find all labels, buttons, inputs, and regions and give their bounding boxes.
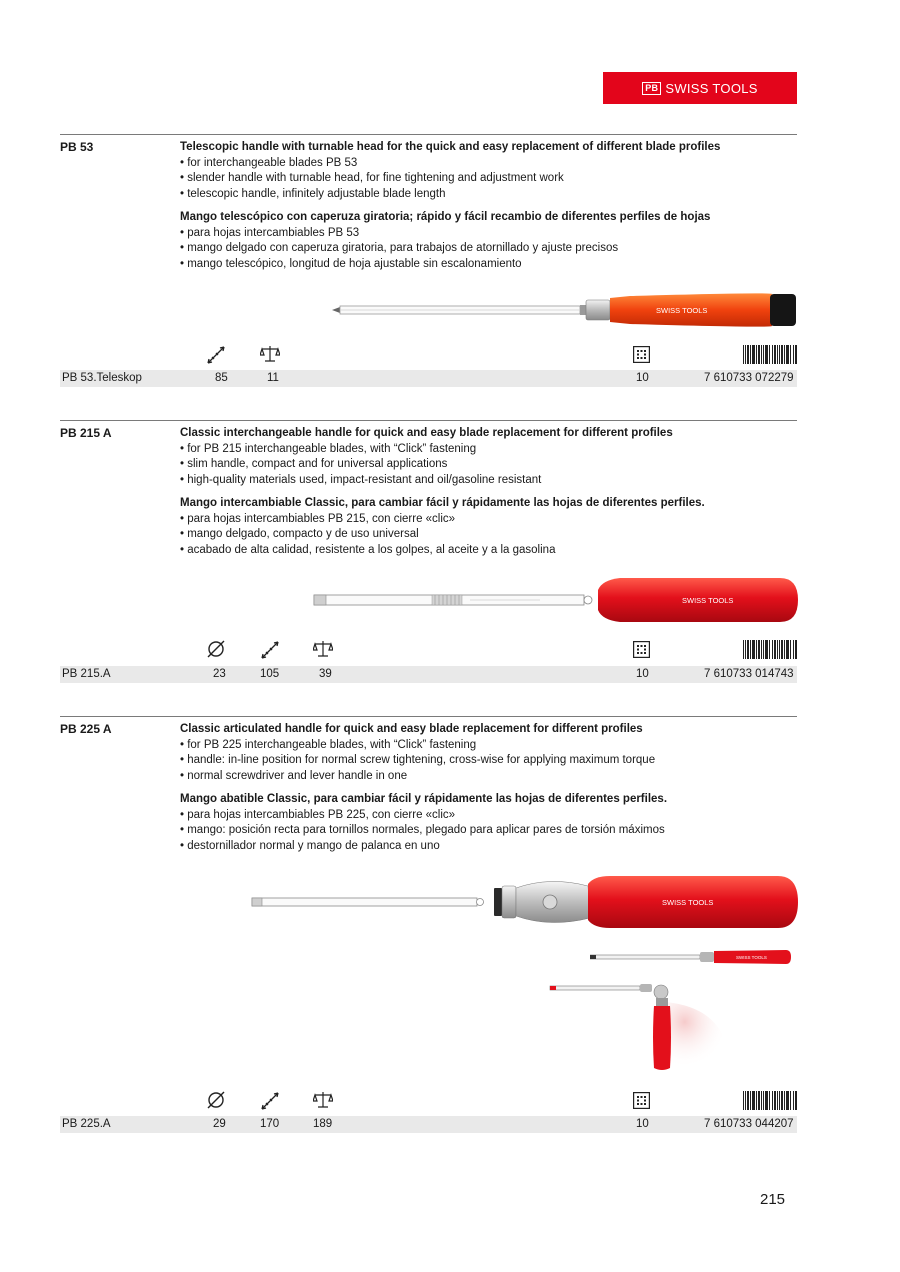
- interchangeable-screwdriver-image: [310, 576, 800, 624]
- diameter-value: 23: [213, 668, 226, 680]
- english-bullet: • high-quality materials used, impact-resistant and oil/gasoline resistant: [180, 473, 542, 486]
- diameter-icon: [206, 639, 226, 659]
- english-title: Classic interchangeable handle for quick and easy blade replacement for different profiles: [180, 427, 673, 439]
- article-number: PB 225.A: [62, 1118, 111, 1130]
- brand-logo: [603, 72, 797, 104]
- pack-quantity: 10: [636, 1118, 649, 1130]
- inline-position-image: [590, 946, 792, 968]
- svg-text:SWISS TOOLS: SWISS TOOLS: [736, 955, 767, 960]
- article-row: [60, 1116, 797, 1133]
- product-code: PB 225 A: [60, 722, 112, 736]
- spec-icons-row: [60, 638, 797, 662]
- weight-value: 39: [319, 668, 332, 680]
- weight-scale-icon: [260, 344, 280, 364]
- weight-scale-icon: [313, 639, 333, 659]
- english-bullet: • normal screwdriver and lever handle in one: [180, 769, 408, 782]
- spanish-bullet: • para hojas intercambiables PB 53: [180, 226, 360, 239]
- english-bullet: • handle: in-line position for normal screw tightening, cross-wise for applying maximum torque: [180, 754, 656, 766]
- tool-brand-print: SWISS TOOLS: [656, 306, 708, 315]
- diameter-icon: [206, 1090, 226, 1110]
- spanish-bullet: • mango: posición recta para tornillos normales, plegado para aplicar pares de torsión máximos: [180, 824, 665, 836]
- product-description: [180, 426, 797, 558]
- section-divider: [60, 134, 797, 135]
- logo-text: SWISS TOOLS: [665, 80, 758, 96]
- length-value: 85: [215, 372, 228, 384]
- package-quantity-icon: [633, 641, 650, 658]
- english-bullet: • slim handle, compact and for universal applications: [180, 458, 448, 470]
- english-bullet: • for PB 215 interchangeable blades, with “Click” fastening: [180, 442, 477, 455]
- tool-brand-print: SWISS TOOLS: [662, 898, 714, 907]
- crosswise-position-image: [548, 978, 748, 1078]
- length-value: 105: [260, 668, 280, 680]
- product-description: [180, 722, 797, 854]
- diameter-value: 29: [213, 1118, 226, 1130]
- package-quantity-icon: [633, 1092, 650, 1109]
- english-bullet: • for PB 225 interchangeable blades, with “Click” fastening: [180, 738, 477, 751]
- product-code: PB 53: [60, 140, 94, 154]
- product-code: PB 215 A: [60, 426, 112, 440]
- spanish-bullet: • destornillador normal y mango de palanca en uno: [180, 839, 440, 852]
- barcode-icon: [743, 1091, 797, 1110]
- section-divider: [60, 716, 797, 717]
- spanish-bullet: • acabado de alta calidad, resistente a los golpes, al aceite y a la gasolina: [180, 543, 556, 556]
- spanish-bullet: • mango telescópico, longitud de hoja ajustable sin escalonamiento: [180, 257, 522, 270]
- articulated-screwdriver-image: [250, 872, 800, 928]
- length-icon: [260, 640, 280, 660]
- article-number: PB 215.A: [62, 668, 111, 680]
- package-quantity-icon: [633, 346, 650, 363]
- english-bullet: • for interchangeable blades PB 53: [180, 156, 358, 169]
- spanish-bullet: • mango delgado, compacto y de uso universal: [180, 528, 419, 540]
- article-row: [60, 666, 797, 683]
- weight-scale-icon: [313, 1090, 333, 1110]
- weight-value: 189: [313, 1118, 333, 1130]
- page-number: 215: [760, 1191, 786, 1208]
- english-bullet: • slender handle with turnable head, for fine tightening and adjustment work: [180, 172, 564, 184]
- barcode-icon: [743, 345, 797, 364]
- spanish-title: Mango abatible Classic, para cambiar fácil y rápidamente las hojas de diferentes perfiles.: [180, 793, 668, 805]
- spanish-title: Mango telescópico con caperuza giratoria; rápido y fácil recambio de diferentes perfiles de hojas: [180, 211, 711, 223]
- pack-quantity: 10: [636, 668, 649, 680]
- english-bullet: • telescopic handle, infinitely adjustable blade length: [180, 187, 446, 200]
- spec-icons-row: [60, 1089, 797, 1113]
- spanish-bullet: • mango delgado con caperuza giratoria, para trabajos de atornillado y ajuste precisos: [180, 242, 619, 254]
- length-icon: [260, 1091, 280, 1111]
- product-description: [180, 140, 797, 272]
- spanish-title: Mango intercambiable Classic, para cambiar fácil y rápidamente las hojas de diferentes perfiles.: [180, 497, 705, 509]
- ean-code: 7 610733 072279: [704, 372, 794, 384]
- ean-code: 7 610733 044207: [704, 1118, 794, 1130]
- spanish-bullet: • para hojas intercambiables PB 215, con cierre «clic»: [180, 512, 456, 525]
- tool-brand-print: SWISS TOOLS: [682, 596, 734, 605]
- spanish-bullet: • para hojas intercambiables PB 225, con cierre «clic»: [180, 808, 456, 821]
- section-divider: [60, 420, 797, 421]
- english-title: Telescopic handle with turnable head for the quick and easy replacement of different blade profiles: [180, 141, 721, 153]
- article-number: PB 53.Teleskop: [62, 372, 142, 384]
- barcode-icon: [743, 640, 797, 659]
- length-icon: [206, 345, 226, 365]
- telescopic-screwdriver-image: [330, 292, 800, 328]
- pack-quantity: 10: [636, 372, 649, 384]
- logo-pb-mark: PB: [642, 82, 661, 95]
- length-value: 170: [260, 1118, 280, 1130]
- ean-code: 7 610733 014743: [704, 668, 794, 680]
- english-title: Classic articulated handle for quick and easy blade replacement for different profiles: [180, 723, 643, 735]
- spec-icons-row: [60, 343, 797, 367]
- weight-value: 11: [267, 372, 279, 384]
- article-row: [60, 370, 797, 387]
